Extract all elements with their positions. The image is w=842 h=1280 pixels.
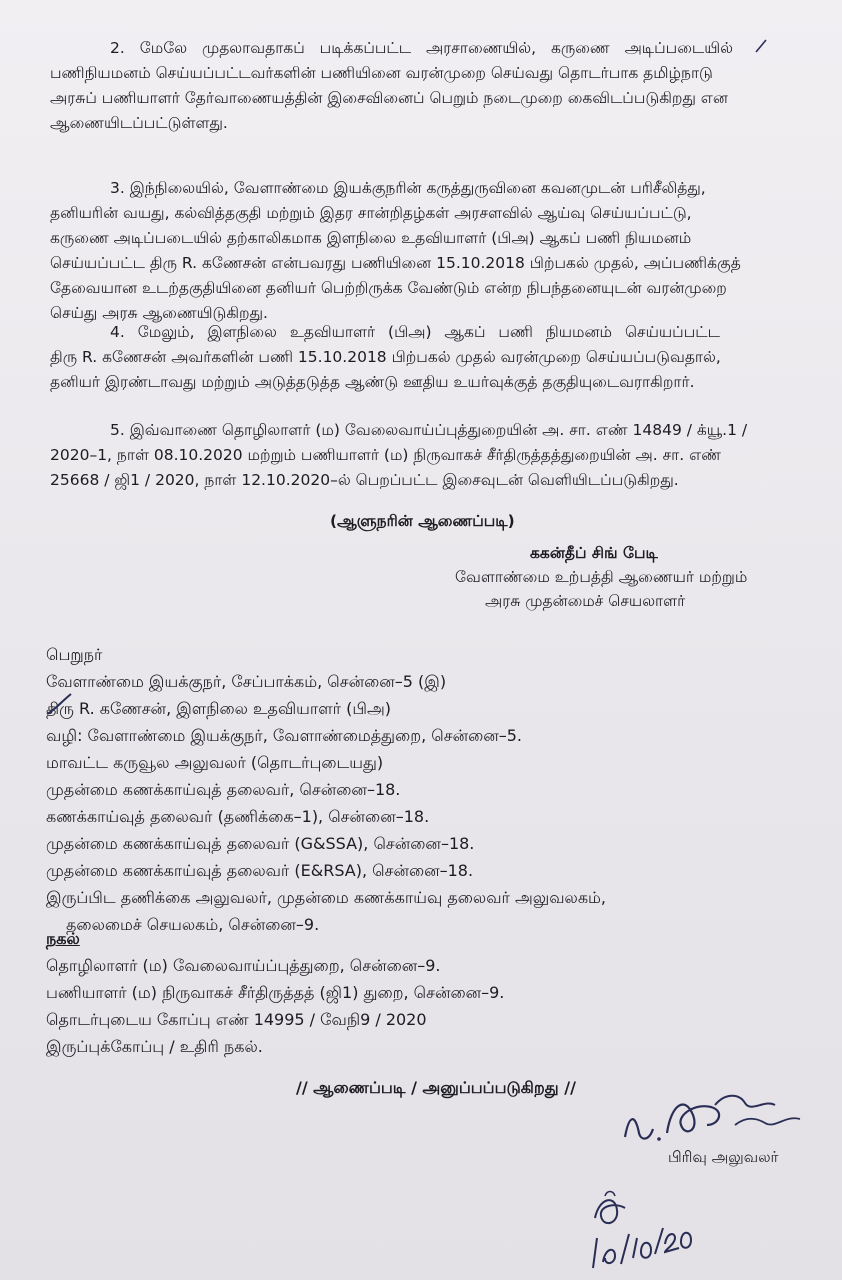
paragraph-line: பணிநியமனம் செய்யப்பட்டவர்களின் பணியினை வரன்முறை செய்வது தொடர்பாக தமிழ்நாடு bbox=[50, 64, 713, 82]
recipient-item: முதன்மை கணக்காய்வுத் தலைவர் (G&SSA), சென்னை–18. bbox=[46, 834, 475, 853]
signatory-title-2: அரசு முதன்மைச் செயலாளர் bbox=[485, 592, 686, 610]
paragraph-line: 4. மேலும், இளநிலை உதவியாளர் (பிஅ) ஆகப் பணி நியமனம் செய்யப்பட்ட bbox=[110, 323, 720, 341]
paragraph-line: 5. இவ்வாணை தொழிலாளர் (ம) வேலைவாய்ப்புத்துறையின் அ. சா. எண் 14849 / க்யூ.1 / bbox=[110, 421, 748, 439]
paragraph-line: ஆணையிடப்பட்டுள்ளது. bbox=[50, 114, 228, 132]
signatory-name: ககன்தீப் சிங் பேடி bbox=[530, 544, 658, 562]
recipient-item: மாவட்ட கருவூல அலுவலர் (தொடர்புடையது) bbox=[46, 753, 384, 772]
recipient-item: திரு R. கணேசன், இளநிலை உதவியாளர் (பிஅ) bbox=[46, 699, 391, 718]
forwarded-line: // ஆணைப்படி / அனுப்பப்படுகிறது // bbox=[296, 1078, 576, 1097]
paragraph-4 bbox=[50, 320, 770, 395]
recipient-item: வழி: வேளாண்மை இயக்குநர், வேளாண்மைத்துறை, சென்னை–5. bbox=[46, 726, 522, 745]
paragraph-line: கருணை அடிப்படையில் தற்காலிகமாக இளநிலை உதவியாளர் (பிஅ) ஆகப் பணி நியமனம் bbox=[50, 229, 692, 247]
handwritten-date-initials bbox=[585, 1188, 695, 1273]
signatory-title-1: வேளாண்மை உற்பத்தி ஆணையர் மற்றும் bbox=[455, 568, 748, 586]
recipient-item: இருப்பிட தணிக்கை அலுவலர், முதன்மை கணக்காய்வு தலைவர் அலுவலகம், bbox=[46, 888, 607, 907]
paragraph-line: 25668 / ஜி1 / 2020, நாள் 12.10.2020–ல் பெறப்பட்ட இசைவுடன் வெளியிடப்படுகிறது. bbox=[50, 471, 679, 489]
paragraph-line: திரு R. கணேசன் அவர்களின் பணி 15.10.2018 பிற்பகல் முதல் வரன்முறை செய்யப்படுவதால், bbox=[50, 348, 721, 366]
governor-order-line: (ஆளுநரின் ஆணைப்படி) bbox=[330, 512, 515, 530]
paragraph-line: தேவையான உடற்தகுதியினை தனியர் பெற்றிருக்க வேண்டும் என்ற நிபந்தனையுடன் வரன்முறை bbox=[50, 279, 727, 297]
paragraph-line: தனியர் இரண்டாவது மற்றும் அடுத்தடுத்த ஆண்டு ஊதிய உயர்வுக்குத் தகுதியுடைவராகிறார். bbox=[50, 373, 695, 391]
paragraph-5 bbox=[50, 418, 770, 493]
paragraph-line: தனியரின் வயது, கல்வித்தகுதி மற்றும் இதர சான்றிதழ்கள் அரசளவில் ஆய்வு செய்யப்பட்டு, bbox=[50, 204, 692, 222]
copy-item: பணியாளர் (ம) நிருவாகச் சீர்திருத்தத் (ஜி1) துறை, சென்னை–9. bbox=[46, 983, 505, 1002]
paragraph-line: 2020–1, நாள் 08.10.2020 மற்றும் பணியாளர் (ம) நிருவாகச் சீர்திருத்தத்துறையின் அ. சா. எண் bbox=[50, 446, 721, 464]
paragraph-2 bbox=[50, 36, 770, 136]
copies-list bbox=[46, 925, 766, 1060]
recipient-item: முதன்மை கணக்காய்வுத் தலைவர், சென்னை–18. bbox=[46, 780, 401, 799]
pen-mark-icon bbox=[752, 36, 772, 56]
recipients-list bbox=[46, 641, 766, 938]
recipient-item: கணக்காய்வுத் தலைவர் (தணிக்கை–1), சென்னை–18. bbox=[46, 807, 430, 826]
paragraph-line: செய்து அரசு ஆணையிடுகிறது. bbox=[50, 304, 268, 322]
recipients-heading: பெறுநர் bbox=[46, 645, 103, 664]
paragraph-line: 3. இந்நிலையில், வேளாண்மை இயக்குநரின் கருத்துருவினை கவனமுடன் பரிசீலித்து, bbox=[110, 179, 706, 197]
copy-item: தொழிலாளர் (ம) வேலைவாய்ப்புத்துறை, சென்னை–9. bbox=[46, 956, 441, 975]
section-officer-label: பிரிவு அலுவலர் bbox=[668, 1148, 779, 1166]
tick-mark-icon bbox=[45, 690, 85, 720]
paragraph-line: செய்யப்பட்ட திரு R. கணேசன் என்பவரது பணியினை 15.10.2018 பிற்பகல் முதல், அப்பணிக்குத் bbox=[50, 254, 741, 272]
copy-item: இருப்புக்கோப்பு / உதிரி நகல். bbox=[46, 1037, 263, 1056]
paragraph-line: அரசுப் பணியாளர் தேர்வாணையத்தின் இசைவினைப் பெறும் நடைமுறை கைவிடப்படுகிறது என bbox=[50, 89, 728, 107]
recipient-item: வேளாண்மை இயக்குநர், சேப்பாக்கம், சென்னை–5 (இ) bbox=[46, 672, 447, 691]
handwritten-signature bbox=[615, 1085, 815, 1155]
recipient-item: முதன்மை கணக்காய்வுத் தலைவர் (E&RSA), சென்னை–18. bbox=[46, 861, 474, 880]
recipient-item: தலைமைச் செயலகம், சென்னை–9. bbox=[66, 915, 320, 934]
paragraph-line: 2. மேலே முதலாவதாகப் படிக்கப்பட்ட அரசாணையில், கருணை அடிப்படையில் bbox=[110, 39, 733, 57]
copy-heading: நகல் bbox=[46, 929, 80, 948]
paragraph-3 bbox=[50, 176, 770, 326]
copy-item: தொடர்புடைய கோப்பு எண் 14995 / வேநி9 / 2020 bbox=[46, 1010, 427, 1029]
